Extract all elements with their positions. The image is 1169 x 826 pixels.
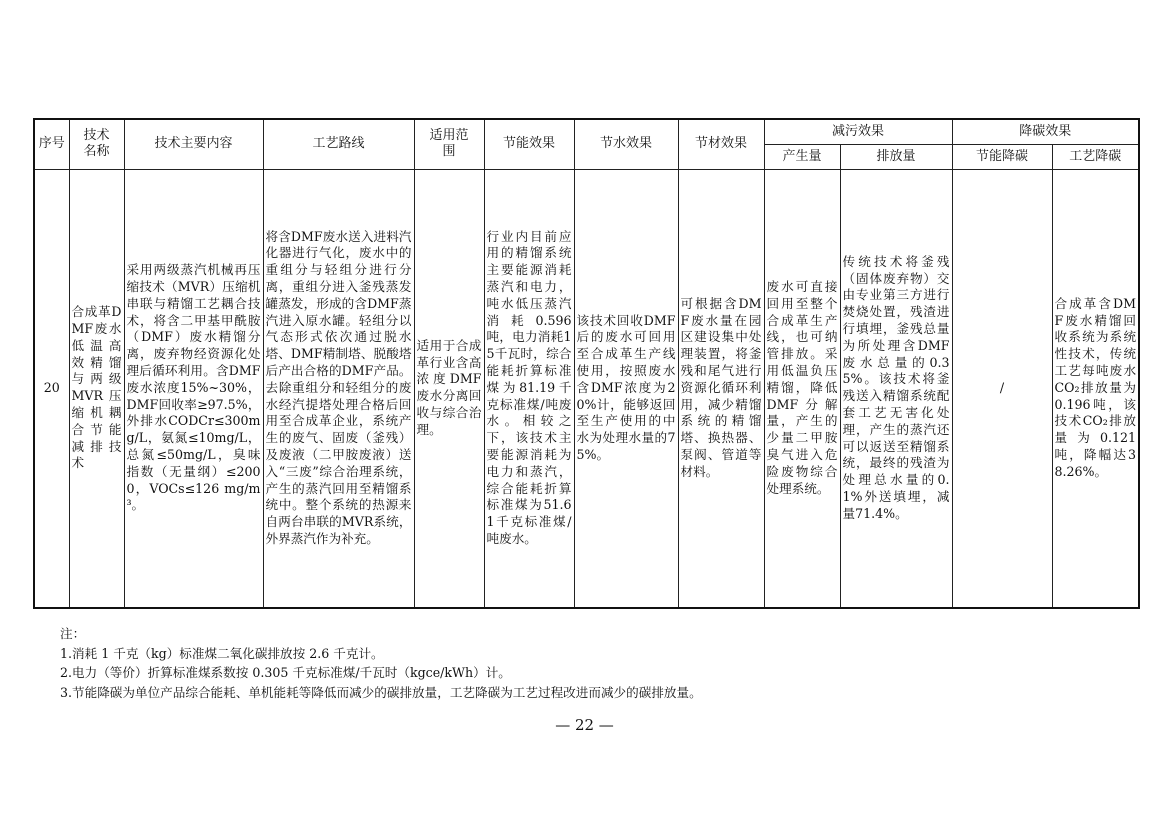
footnote-item: 1.消耗 1 千克（kg）标准煤二氧化碳排放按 2.6 千克计。	[60, 645, 384, 661]
header-carbon-energy: 节能降碳	[952, 144, 1052, 169]
header-content: 技术主要内容	[124, 119, 263, 169]
footnote-item: 2.电力（等价）折算标准煤系数按 0.305 千克标准煤/千瓦时（kgce/kWh）计。	[60, 665, 511, 680]
cell-scope: 适用于合成革行业含高浓度DMF废水分离回收与综合治理。	[414, 169, 484, 608]
header-pollution-generated: 产生量	[764, 144, 840, 169]
footnote-item: 3.节能降碳为单位产品综合能耗、单机能耗等降低而减少的碳排放量，工艺降碳为工艺过程改进而减少的碳排放量。	[60, 684, 702, 700]
cell-water: 该技术回收DMF后的废水可回用至合成革生产线使用，按照废水含DMF浓度为20%计，能够返回至生产使用的中水为处理水量的75%。	[574, 169, 678, 608]
cell-pollution-emission: 传统技术将釜残（固体废弃物）交由专业第三方进行焚烧处置，残渣进行填埋，釜残总量为所处理含DMF废水总量的0.35%。该技术将釜残送入精馏系统配套工艺无害化处理，产生的蒸汽还可以返送至精馏系统，最终的残渣为处理总水量的0.1%外送填埋，减量71.4%。	[840, 169, 952, 608]
header-scope: 适用范围	[414, 119, 484, 169]
header-water: 节水效果	[574, 119, 678, 169]
footnotes	[60, 624, 702, 702]
header-seq: 序号	[34, 119, 69, 169]
cell-route: 将含DMF废水送入进料汽化器进行气化，废水中的重组分与轻组分进行分离，重组分进入釜残蒸发罐蒸发，形成的含DMF蒸汽进入原水罐。轻组分以气态形式依次通过脱水塔、DMF精制塔、脱酸塔后产出合格的DMF产品。去除重组分和轻组分的废水经汽提塔处理合格后回用至合成革企业，系统产生的废气、固废（釜残）及废液（二甲胺废液）送入“三废”综合治理系统，产生的蒸汽回用至精馏系统中。整个系统的热源来自两台串联的MVR系统，外界蒸汽作为补充。	[263, 169, 414, 608]
cell-energy: 行业内目前应用的精馏系统主要能源消耗蒸汽和电力，吨水低压蒸汽消耗0.596吨，电力消耗15千瓦时，综合能耗折算标准煤为81.19千克标准煤/吨废水。相较之下，该技术主要能源消耗为电力和蒸汽，综合能耗折算标准煤为51.61千克标准煤/吨废水。	[484, 169, 574, 608]
header-material: 节材效果	[678, 119, 764, 169]
cell-pollution-generated: 废水可直接回用至整个合成革生产线，也可纳管排放。采用低温负压精馏，降低DMF分解量，产生的少量二甲胺臭气进入危险废物综合处理系统。	[764, 169, 840, 608]
header-carbon: 降碳效果	[952, 119, 1139, 144]
header-tech-name: 技术名称	[69, 119, 124, 169]
technology-table	[33, 118, 1140, 609]
cell-seq: 20	[34, 169, 69, 608]
header-pollution-emission: 排放量	[840, 144, 952, 169]
page-number: — 22 —	[555, 716, 614, 734]
cell-tech-name: 合成革DMF废水低温高效精馏与两级MVR压缩机耦合节能减排技术	[69, 169, 124, 608]
header-route: 工艺路线	[263, 119, 414, 169]
cell-carbon-energy: /	[952, 169, 1052, 608]
cell-content: 采用两级蒸汽机械再压缩技术（MVR）压缩机串联与精馏工艺耦合技术，将含二甲基甲酰胺（DMF）废水精馏分离，废弃物经资源化处理后循环利用。含DMF废水浓度15%~30%，DMF回收率≥97.5%，外排水CODCr≤300mg/L，氨氮≤10mg/L，总氮≤50mg/L，臭味指数（无量纲）≤2000，VOCs≤126 mg/m³。	[124, 169, 263, 608]
cell-carbon-process: 合成革含DMF废水精馏回收系统为系统性技术，传统工艺每吨废水CO₂排放量为0.196吨，该技术CO₂排放量为0.121吨，降幅达38.26%。	[1052, 169, 1139, 608]
header-pollution: 减污效果	[764, 119, 952, 144]
header-carbon-process: 工艺降碳	[1052, 144, 1139, 169]
cell-material: 可根据含DMF废水量在园区建设集中处理装置，将釜残和尾气进行资源化循环利用，减少精馏系统的精馏塔、换热器、泵阀、管道等材料。	[678, 169, 764, 608]
header-energy: 节能效果	[484, 119, 574, 169]
footnote-title: 注：	[60, 626, 86, 641]
